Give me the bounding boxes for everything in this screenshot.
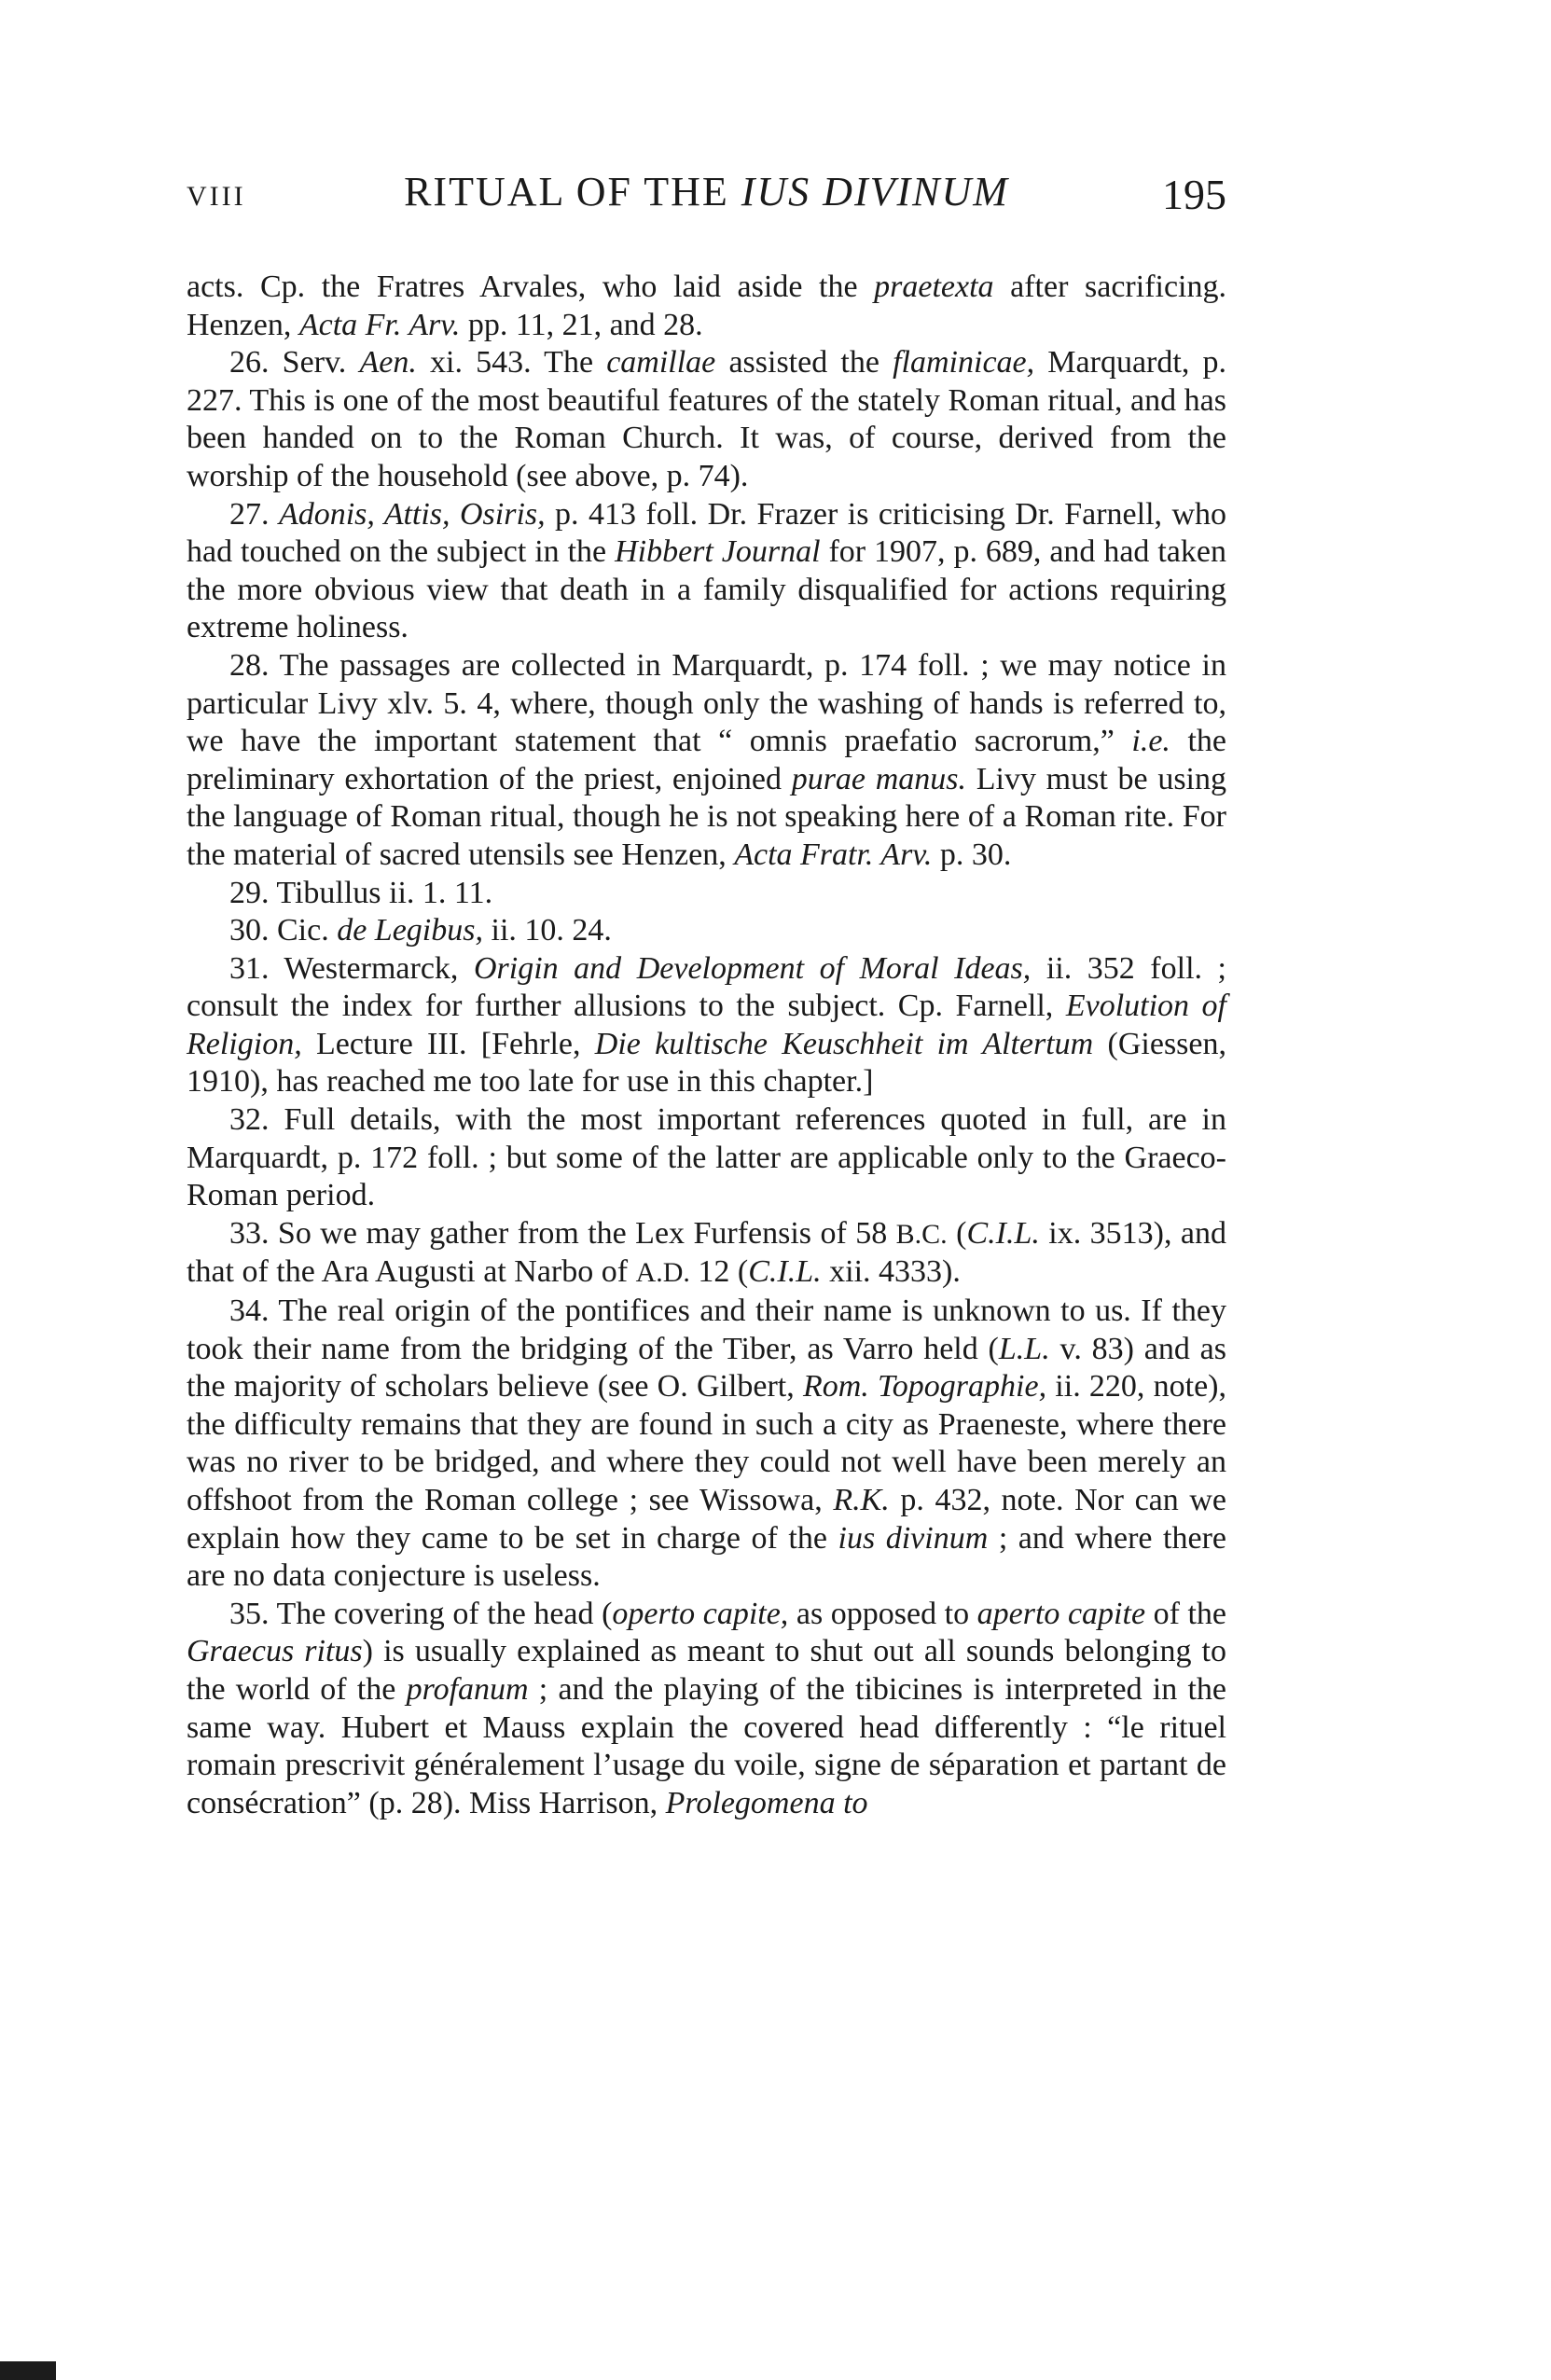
running-title-roman: RITUAL OF THE [404, 169, 741, 214]
note-27 [187, 496, 1226, 647]
note-text-segment: Graecus ritus [187, 1634, 363, 1669]
note-text-segment: ix. 3513), and that of the Ara Augusti at Narbo of [187, 1215, 1227, 1290]
note-text-segment: xi. 543. The [416, 345, 607, 381]
note-text-segment: C.I.L. [748, 1254, 822, 1290]
note-28 [187, 647, 1226, 875]
running-head [187, 168, 1226, 233]
note-26 [187, 344, 1226, 495]
note-text-segment: 34. The real origin of the pontifices and their name is unknown to us. If they took their name from the bridging of the Tiber, as Varro held ( [187, 1294, 1226, 1366]
note-text-segment: Acta Fratr. Arv. [734, 837, 933, 872]
note-text-segment: Rom. Topographie, [802, 1369, 1047, 1404]
note-text-segment: Marquardt, p. 227. This is one of the most beautiful features of the stately Roman ritual, and has been handed on to the Roman Church. It was, of course, derived from the worship of the household (see above, p. 74). [187, 345, 1226, 493]
note-text-segment: ii. 352 foll. ; consult the index for further allusions to the subject. Cp. Farnell, [187, 950, 1226, 1024]
note-text-segment: p. 413 foll. Dr. Frazer is criticising Dr. Farnell, who had touched on the subject in the [187, 496, 1227, 570]
note-text-segment: ; and the playing of the tibicines is interpreted in the same way. Hubert et Mauss explain the covered head differently : “le rituel romain prescrivit généralement l’usage du voile, signe de séparation et partant de consécration” (p. 28). Miss Harrison, [187, 1671, 1226, 1820]
note-text-segment: operto capite, [612, 1596, 789, 1631]
note-33 [187, 1215, 1226, 1293]
note-text-segment: as opposed to [788, 1596, 977, 1631]
note-text-segment: v. 83) and as the majority of scholars believe (see O. Gilbert, [187, 1331, 1226, 1404]
note-text-segment: p. 30. [932, 837, 1012, 872]
note-32 [187, 1101, 1226, 1215]
note-35 [187, 1596, 1226, 1823]
note-text-segment: 28. The passages are collected in Marquardt, p. 174 foll. ; we may notice in particular Livy xlv. 5. 4, where, though only the washing of hands is referred to, we have the important statement that “ omnis praefatio sacrorum,” [187, 647, 1226, 759]
note-text-segment: Origin and Development of Moral Ideas, [473, 950, 1032, 986]
note-text-segment: 35. The covering of the head ( [229, 1596, 613, 1631]
scan-edge-mark [0, 2361, 56, 2380]
running-title-italic: IUS DIVINUM [741, 169, 1009, 214]
note-text-segment: xii. 4333). [821, 1254, 961, 1290]
page-number: 195 [1162, 171, 1226, 218]
book-page [187, 168, 1226, 1822]
note-34 [187, 1293, 1226, 1596]
note-text-segment: Acta Fr. Arv. [298, 307, 461, 342]
note-text-segment: Adonis, Attis, Osiris, [278, 496, 546, 532]
note-text-segment: 12 ( [689, 1254, 749, 1290]
endnotes [187, 269, 1226, 1822]
note-text-segment: 29. Tibullus ii. 1. 11. [229, 875, 493, 910]
note-text-segment: 31. Westermarck, [229, 950, 474, 986]
note-text-segment: profanum [406, 1671, 529, 1707]
note-text-segment: 27. [229, 496, 279, 532]
note-text-segment: purae manus. [791, 761, 967, 796]
chapter-number: VIII [187, 181, 246, 212]
note-text-segment: ; and where there are no data conjecture is useless. [187, 1520, 1226, 1594]
note-text-segment: Lecture III. [Fehrle, [301, 1026, 595, 1061]
note-text-segment: acts. Cp. the Fratres Arvales, who laid aside the [187, 270, 875, 304]
note-text-segment: 32. Full details, with the most important references quoted in full, are in Marquardt, p. 172 foll. ; but some of the latter are applicable only to the Graeco-Roman period. [187, 1102, 1226, 1213]
note-text-segment: C.I.L. [966, 1215, 1040, 1251]
note-text-segment: Livy must be using the language of Roman ritual, though he is not speaking here of a Roman rite. For the material of sacred utensils see Henzen, [187, 761, 1226, 872]
note-text-segment: 33. So we may gather from the Lex Furfensis of 58 [229, 1215, 896, 1251]
note-text-segment: camillae [606, 345, 716, 381]
note-text-segment: pp. 11, 21, and 28. [460, 307, 703, 342]
note-text-segment: (Giessen, 1910), has reached me too late for use in this chapter.] [187, 1026, 1226, 1100]
note-text-segment: for 1907, p. 689, and had taken the more obvious view that death in a family disqualified for actions requiring extreme holiness. [187, 534, 1226, 645]
note-text-segment: B.C. [895, 1218, 948, 1250]
note-text-segment: assisted the [715, 345, 893, 381]
note-text-segment: praetexta [874, 270, 994, 304]
note-text-segment: ( [947, 1215, 967, 1251]
note-text-segment: i.e. [1131, 724, 1170, 759]
note-text-segment: Evolution of Religion, [187, 989, 1226, 1061]
note-text-segment: L.L. [998, 1331, 1050, 1366]
note-text-segment: ) is usually explained as meant to shut out all sounds belonging to the world of the [187, 1634, 1226, 1707]
note-text-segment: flaminicae, [893, 345, 1035, 381]
note-continuation [187, 269, 1226, 344]
note-text-segment: p. 432, note. Nor can we explain how they came to be set in charge of the [187, 1483, 1226, 1556]
note-text-segment: aperto capite [976, 1596, 1146, 1631]
note-text-segment: 30. Cic. [229, 913, 338, 948]
note-text-segment: the preliminary exhortation of the priest, enjoined [187, 724, 1227, 796]
note-text-segment: Die kultische Keuschheit im Altertum [594, 1026, 1094, 1061]
note-text-segment: Prolegomena to [665, 1785, 868, 1820]
note-text-segment: ius divinum [838, 1520, 989, 1556]
running-title [187, 168, 1226, 215]
note-text-segment: 26. Serv. [229, 345, 360, 381]
note-29 [187, 875, 1226, 913]
note-text-segment: Hibbert Journal [615, 534, 821, 570]
note-text-segment: ii. 220, note), the difficulty remains that they are found in such a city as Praeneste, where there was no river to be bridged, and where they could not well have been merely an offshoot from the Roman college ; see Wissowa, [187, 1369, 1226, 1517]
note-text-segment: A.D. [635, 1257, 690, 1289]
note-text-segment: ii. 10. 24. [483, 913, 612, 948]
note-text-segment: of the [1145, 1596, 1227, 1631]
note-text-segment: after sacrificing. Henzen, [187, 270, 1226, 342]
note-text-segment: de Legibus, [337, 913, 483, 948]
note-text-segment: R.K. [833, 1483, 890, 1517]
note-31 [187, 950, 1226, 1101]
note-text-segment: Aen. [359, 345, 417, 381]
note-30 [187, 912, 1226, 950]
